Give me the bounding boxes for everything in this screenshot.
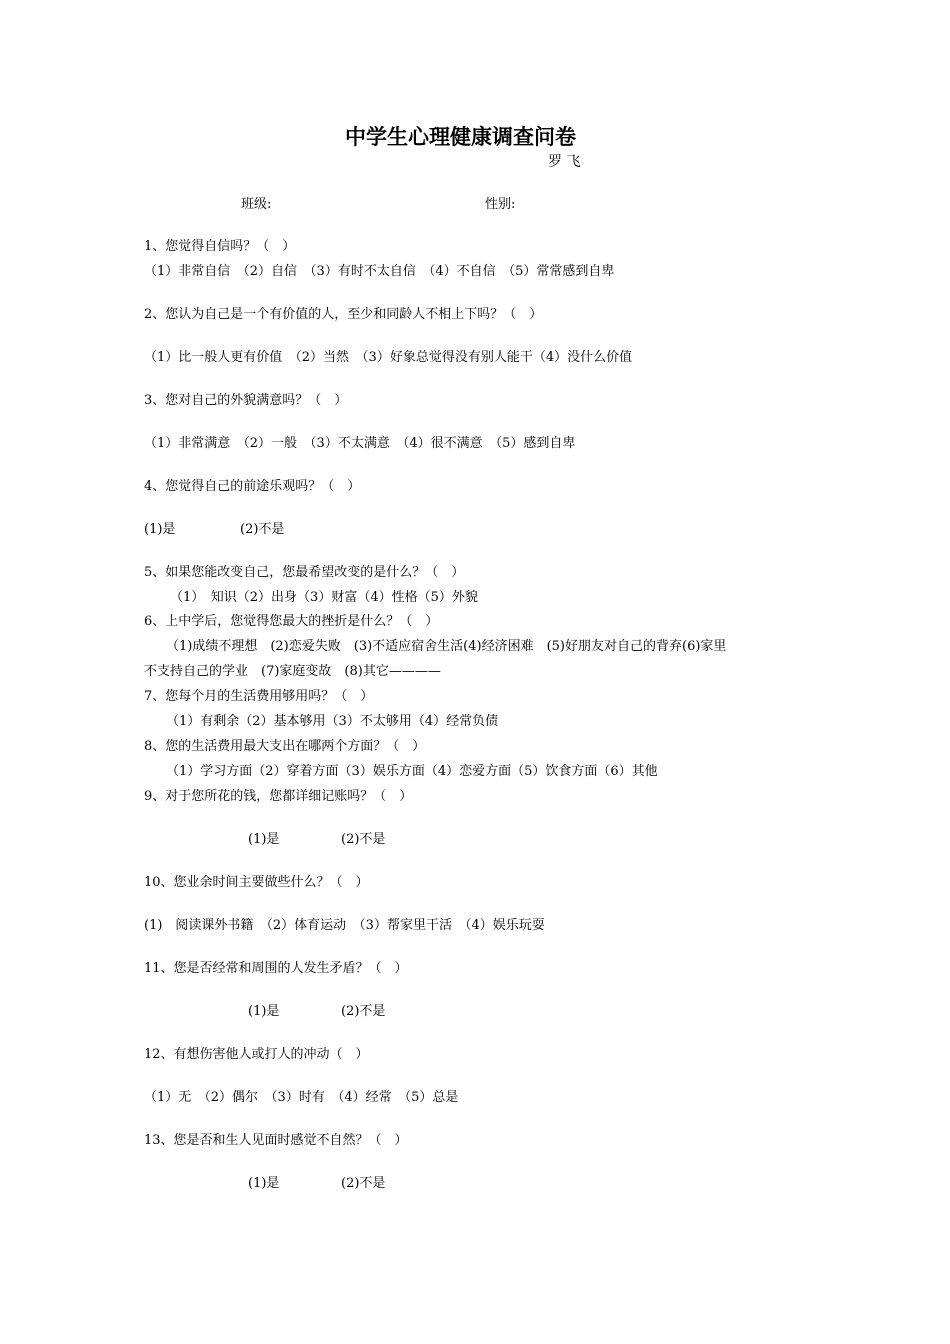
question-7: 7、您每个月的生活费用够用吗？（ ） [144, 689, 374, 704]
question-13-option-no: (2)不是 [341, 1176, 386, 1191]
question-9-option-no: (2)不是 [341, 832, 386, 847]
question-5-options: （1） 知识（2）出身（3）财富（4）性格（5）外貌 [170, 590, 478, 605]
question-1: 1、您觉得自信吗？（ ） [144, 239, 296, 254]
question-12: 12、有想伤害他人或打人的冲动（ ） [144, 1047, 369, 1062]
question-2-options: （1）比一般人更有价值 （2）当然 （3）好象总觉得没有别人能干（4）没什么价值 [144, 350, 633, 365]
question-7-options: （1）有剩余（2）基本够用（3）不太够用（4）经常负债 [166, 714, 499, 729]
question-4-option-yes: (1)是 [144, 522, 176, 537]
question-9-option-yes: (1)是 [248, 832, 280, 847]
question-9: 9、对于您所花的钱，您都详细记账吗？（ ） [144, 789, 413, 804]
question-6-options-line-2: 不支持自己的学业 (7)家庭变故 (8)其它———— [144, 664, 441, 679]
question-8-options: （1）学习方面（2）穿着方面（3）娱乐方面（4）恋爱方面（5）饮食方面（6）其他 [166, 764, 658, 779]
question-6: 6、上中学后，您觉得您最大的挫折是什么？（ ） [144, 614, 439, 629]
question-11: 11、您是否经常和周围的人发生矛盾？（ ） [144, 961, 408, 976]
question-2: 2、您认为自己是一个有价值的人，至少和同龄人不相上下吗？（ ） [144, 307, 543, 322]
gender-label: 性别: [485, 197, 516, 212]
question-4-option-no: (2)不是 [240, 522, 285, 537]
question-5: 5、如果您能改变自己，您最希望改变的是什么？（ ） [144, 565, 465, 580]
document-title: 中学生心理健康调查问卷 [345, 125, 576, 149]
question-4: 4、您觉得自己的前途乐观吗？（ ） [144, 479, 361, 494]
question-12-options: （1）无 （2）偶尔 （3）时有 （4）经常 （5）总是 [144, 1090, 459, 1105]
question-11-option-no: (2)不是 [341, 1004, 386, 1019]
question-3: 3、您对自己的外貌满意吗？（ ） [144, 393, 348, 408]
author-name: 罗 飞 [548, 154, 581, 170]
question-10-options: (1) 阅读课外书籍 （2）体育运动 （3）帮家里干活 （4）娱乐玩耍 [144, 918, 545, 933]
question-3-options: （1）非常满意 （2）一般 （3）不太满意 （4）很不满意 （5）感到自卑 [144, 436, 576, 451]
question-6-options-line-1: （1)成绩不理想 (2)恋爱失败 (3)不适应宿舍生活(4)经济困难 (5)好朋友对自己的背弃(6)家里 [166, 639, 727, 654]
question-11-option-yes: (1)是 [248, 1004, 280, 1019]
question-13-option-yes: (1)是 [248, 1176, 280, 1191]
class-label: 班级: [241, 197, 272, 212]
question-1-options: （1）非常自信 （2）自信 （3）有时不太自信 （4）不自信 （5）常常感到自卑 [144, 264, 615, 279]
question-13: 13、您是否和生人见面时感觉不自然？（ ） [144, 1133, 408, 1148]
question-8: 8、您的生活费用最大支出在哪两个方面？（ ） [144, 739, 426, 754]
question-10: 10、您业余时间主要做些什么？（ ） [144, 875, 369, 890]
